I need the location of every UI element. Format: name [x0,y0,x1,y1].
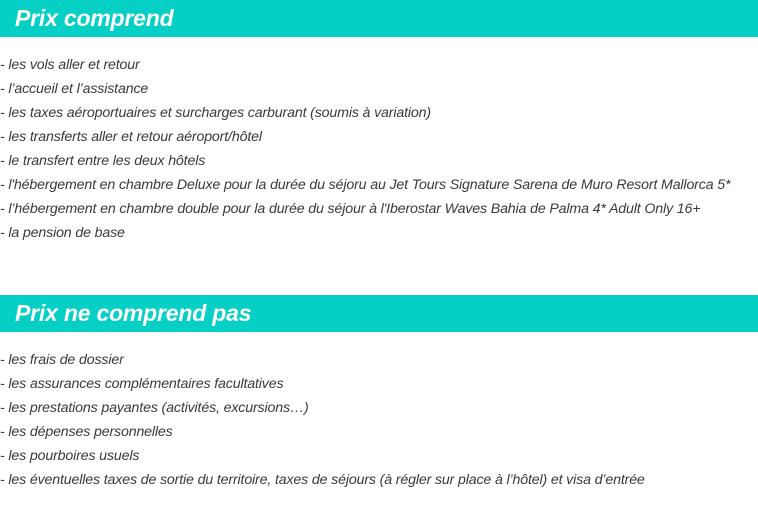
excluded-item-tips: - les pourboires usuels [0,448,140,464]
included-item-double-room-stay: - l’hébergement en chambre double pour la durée du séjour à l'Iberostar Waves Bahia de Palma 4* Adult Only 16+ [0,201,701,217]
excluded-section-header [0,295,758,332]
excluded-item-booking-fees: - les frais de dossier [0,352,124,368]
included-item-hotel-transfer: - le transfert entre les deux hôtels [0,153,206,169]
excluded-section-title: Prix ne comprend pas [15,300,252,326]
included-item-welcome-assistance: - l’accueil et l’assistance [0,81,149,97]
included-item-deluxe-room-stay: - l'hébergement en chambre Deluxe pour la durée du séjoru au Jet Tours Signature Sarena de Muro Resort Mallorca 5* [0,177,731,193]
excluded-item-personal-expenses: - les dépenses personnelles [0,424,173,440]
included-item-board-basis: - la pension de base [0,225,125,241]
included-items-list [0,53,758,245]
excluded-item-exit-taxes-visa: - les éventuelles taxes de sortie du territoire, taxes de séjours (à régler sur place à l’hôtel) et visa d’entrée [0,472,645,488]
excluded-item-paid-activities: - les prestations payantes (activités, excursions…) [0,400,309,416]
included-section-title: Prix comprend [15,5,174,31]
included-item-flights: - les vols aller et retour [0,57,140,73]
excluded-item-optional-insurance: - les assurances complémentaires facultatives [0,376,284,392]
included-item-airport-taxes: - les taxes aéroportuaires et surcharges carburant (soumis à variation) [0,105,431,121]
included-section-header [0,0,758,37]
included-item-airport-transfers: - les transferts aller et retour aéroport/hôtel [0,129,262,145]
excluded-items-list [0,348,758,492]
